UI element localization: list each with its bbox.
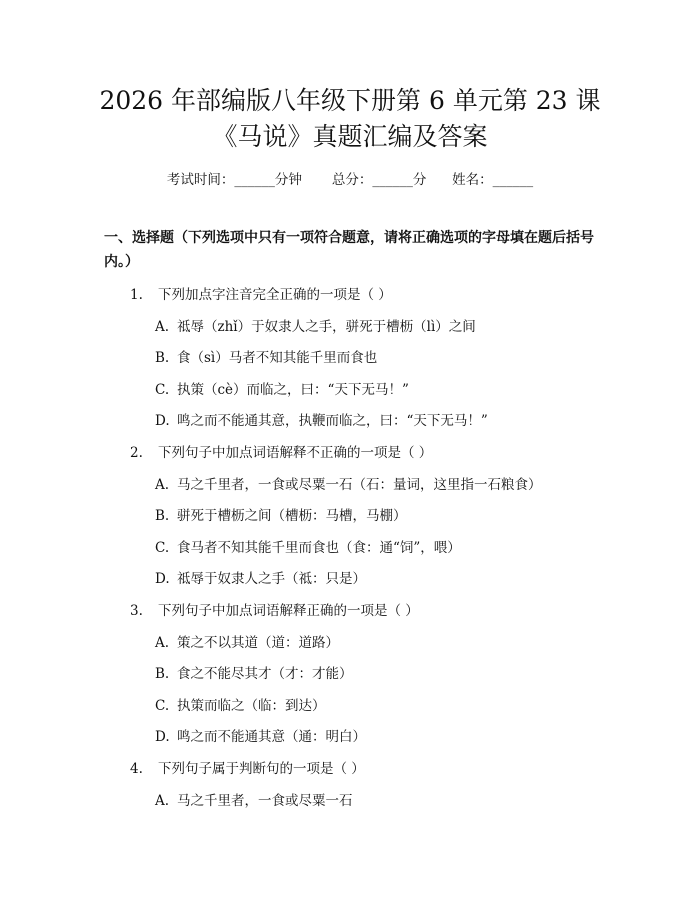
question-text: 下列句子中加点词语解释正确的一项是（ ） [158,603,419,619]
question-number: 1. [130,287,143,303]
question-text: 下列加点字注音完全正确的一项是（ ） [158,287,392,303]
question-3-option-a [155,631,339,651]
option-label: B. [155,666,170,682]
question-3-option-c [155,694,326,714]
option-text: 执策而临之（临：到达） [177,698,326,714]
option-label: A. [155,793,170,809]
question-2 [130,441,432,461]
option-text: 鸣之而不能通其意，执鞭而临之，曰：“天下无马！” [177,413,488,429]
question-2-option-b [155,504,407,524]
question-number: 4. [130,761,143,777]
option-label: B. [155,508,170,524]
option-text: 执策（cè）而临之，曰：“天下无马！” [177,382,409,398]
exam-info-line [0,168,700,188]
option-label: D. [155,571,170,587]
question-1-option-c [155,378,409,398]
question-number: 2. [130,445,143,461]
option-text: 马之千里者，一食或尽粟一石 [177,793,353,809]
option-text: 食马者不知其能千里而食也（食：通“饲”，喂） [177,540,461,556]
option-label: A. [155,477,170,493]
option-text: 祗辱于奴隶人之手（祗：只是） [177,571,366,587]
question-1-option-a [155,315,476,335]
question-2-option-c [155,536,461,556]
exam-score-field: 总分：______分 [331,172,427,188]
option-text: 马之千里者，一食或尽粟一石（石：量词，这里指一石粮食） [177,477,542,493]
option-label: C. [155,382,170,398]
question-text: 下列句子属于判断句的一项是（ ） [158,761,365,777]
option-text: 骈死于槽枥之间（槽枥：马槽，马棚） [177,508,407,524]
option-label: B. [155,350,170,366]
question-3-option-b [155,662,353,682]
option-text: 祗辱（zhǐ）于奴隶人之手，骈死于槽枥（lì）之间 [177,319,476,335]
doc-title-line2: 《马说》真题汇编及答案 [212,122,488,151]
question-2-option-a [155,473,542,493]
question-3-option-d [155,725,366,745]
doc-title-line1: 2026 年部编版八年级下册第 6 单元第 23 课 [99,86,601,115]
question-1-option-d [155,409,488,429]
option-label: D. [155,413,170,429]
section-heading-multiple-choice: 一、选择题（下列选项中只有一项符合题意，请将正确选项的字母填在题后括号内。） [104,230,594,270]
option-label: A. [155,635,170,651]
question-3 [130,599,419,619]
question-1-option-b [155,346,377,366]
question-4 [130,757,365,777]
exam-time-field: 考试时间：______分钟 [166,172,302,188]
student-name-field: 姓名：______ [452,172,534,188]
question-1 [130,283,392,303]
option-label: C. [155,540,170,556]
question-text: 下列句子中加点词语解释不正确的一项是（ ） [158,445,433,461]
option-text: 食（sì）马者不知其能千里而食也 [177,350,378,366]
option-label: A. [155,319,170,335]
option-text: 食之不能尽其才（才：才能） [177,666,353,682]
option-text: 策之不以其道（道：道路） [177,635,339,651]
question-4-option-a [155,789,353,809]
option-label: D. [155,729,170,745]
option-text: 鸣之而不能通其意（通：明白） [177,729,366,745]
question-2-option-d [155,567,366,587]
option-label: C. [155,698,170,714]
question-number: 3. [130,603,143,619]
